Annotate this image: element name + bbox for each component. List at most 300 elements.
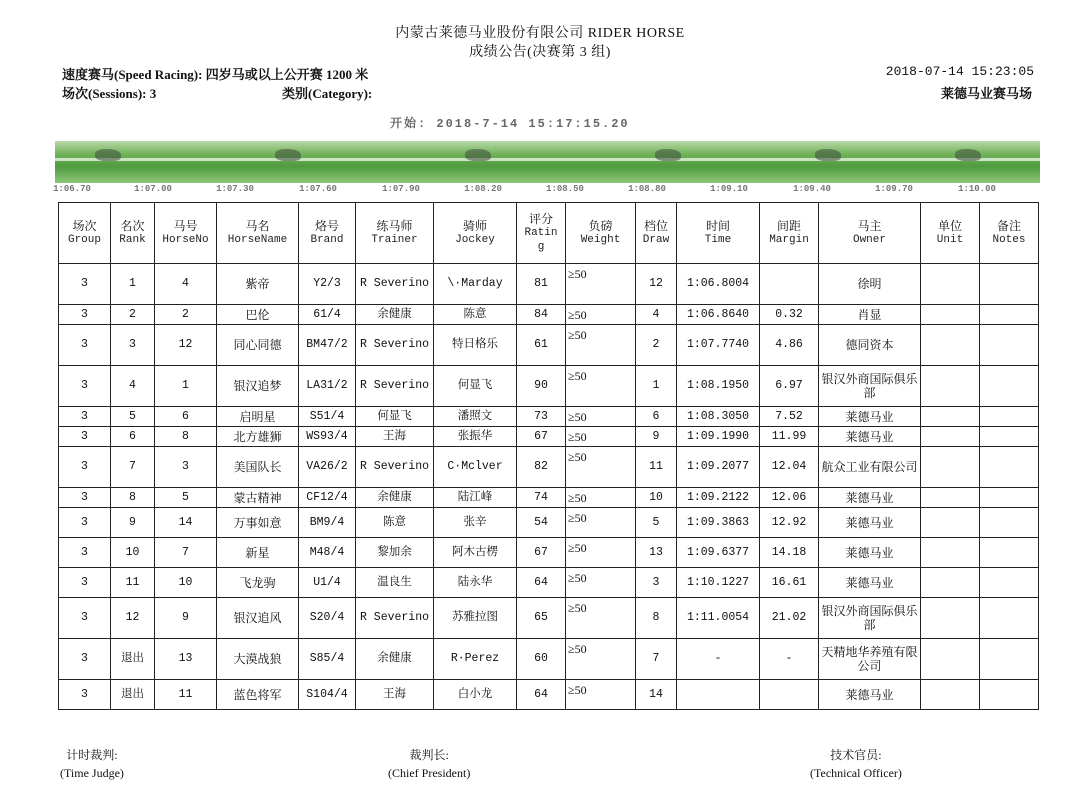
- table-row: [59, 680, 1039, 710]
- brand-cell: 61/4: [299, 305, 356, 325]
- draw-cell: 11: [636, 447, 677, 488]
- column-header-zh: 档位: [643, 219, 668, 233]
- brand-cell: S51/4: [299, 407, 356, 427]
- column-header-zh: 备注: [996, 219, 1021, 233]
- jockey-cell: 陈意: [434, 305, 517, 325]
- table-header-row: [59, 203, 1039, 264]
- draw-cell: 9: [636, 427, 677, 447]
- column-header: [636, 203, 677, 264]
- rank-cell: 9: [111, 508, 155, 538]
- rank-cell: 12: [111, 598, 155, 639]
- notes-cell: [980, 639, 1039, 680]
- draw-cell: 4: [636, 305, 677, 325]
- notes-cell: [980, 598, 1039, 639]
- time-cell: 1:10.1227: [677, 568, 760, 598]
- column-header-zh: 单位: [937, 219, 962, 233]
- table-row: [59, 538, 1039, 568]
- time-scale-tick: 1:07.90: [382, 184, 420, 194]
- column-header-zh: 场次: [72, 219, 97, 233]
- jockey-cell: \·Marday: [434, 264, 517, 305]
- column-header-en: Owner: [852, 234, 886, 246]
- rank-cell: 5: [111, 407, 155, 427]
- owner-cell: 莱德马业: [819, 568, 921, 598]
- group-cell: 3: [59, 305, 111, 325]
- margin-cell: 4.86: [760, 325, 819, 366]
- table-row: [59, 488, 1039, 508]
- unit-cell: [921, 568, 980, 598]
- time-cell: 1:09.2122: [677, 488, 760, 508]
- weight-cell: ≥50: [566, 568, 636, 598]
- weight-cell: ≥50: [566, 639, 636, 680]
- horse-name-cell: 蒙古精神: [217, 488, 299, 508]
- weight-cell: ≥50: [566, 264, 636, 305]
- jockey-cell: 张辛: [434, 508, 517, 538]
- margin-cell: 12.92: [760, 508, 819, 538]
- jockey-cell: 何显飞: [434, 366, 517, 407]
- horse-name-cell: 美国队长: [217, 447, 299, 488]
- margin-cell: 7.52: [760, 407, 819, 427]
- draw-cell: 5: [636, 508, 677, 538]
- group-cell: 3: [59, 407, 111, 427]
- jockey-cell: 陆永华: [434, 568, 517, 598]
- column-header: [299, 203, 356, 264]
- time-cell: 1:08.3050: [677, 407, 760, 427]
- jockey-cell: 潘照文: [434, 407, 517, 427]
- trainer-cell: 余健康: [356, 305, 434, 325]
- time-cell: 1:08.1950: [677, 366, 760, 407]
- unit-cell: [921, 639, 980, 680]
- brand-cell: LA31/2: [299, 366, 356, 407]
- column-header: [59, 203, 111, 264]
- notes-cell: [980, 508, 1039, 538]
- technical-officer-label-en: (Technical Officer): [810, 766, 902, 780]
- rating-cell: 64: [517, 568, 566, 598]
- horse-no-cell: 9: [155, 598, 217, 639]
- horse-name-cell: 大漠战狼: [217, 639, 299, 680]
- trainer-cell: R Severino: [356, 447, 434, 488]
- company-title: 内蒙古莱德马业股份有限公司 RIDER HORSE: [395, 26, 685, 41]
- horse-name-cell: 银汉追梦: [217, 366, 299, 407]
- trainer-cell: 黎加余: [356, 538, 434, 568]
- column-header: [819, 203, 921, 264]
- group-cell: 3: [59, 568, 111, 598]
- category-label: 类别(Category):: [282, 86, 373, 101]
- time-cell: 1:09.1990: [677, 427, 760, 447]
- photo-finish-image: [55, 141, 1040, 183]
- time-scale-tick: 1:10.00: [958, 184, 996, 194]
- time-scale-tick: 1:09.40: [793, 184, 831, 194]
- column-header-zh: 马号: [173, 219, 198, 233]
- column-header-en: Brand: [310, 234, 344, 246]
- column-header: [566, 203, 636, 264]
- column-header-en: Jockey: [455, 234, 495, 246]
- horse-name-cell: 巴伦: [217, 305, 299, 325]
- column-header: [356, 203, 434, 264]
- draw-cell: 1: [636, 366, 677, 407]
- owner-cell: 银汉外商国际俱乐部: [819, 598, 921, 639]
- horse-name-cell: 北方雄狮: [217, 427, 299, 447]
- time-judge-label-en: (Time Judge): [60, 766, 124, 780]
- rating-cell: 81: [517, 264, 566, 305]
- column-header: [760, 203, 819, 264]
- horse-name-cell: 蓝色将军: [217, 680, 299, 710]
- notes-cell: [980, 366, 1039, 407]
- table-row: [59, 264, 1039, 305]
- chief-president-signature: [388, 746, 470, 782]
- owner-cell: 莱德马业: [819, 508, 921, 538]
- horse-no-cell: 2: [155, 305, 217, 325]
- owner-cell: 莱德马业: [819, 538, 921, 568]
- column-header: [217, 203, 299, 264]
- horse-name-cell: 启明星: [217, 407, 299, 427]
- rank-cell: 6: [111, 427, 155, 447]
- time-judge-label: 计时裁判:: [66, 748, 118, 762]
- trainer-cell: 何显飞: [356, 407, 434, 427]
- rank-cell: 3: [111, 325, 155, 366]
- margin-cell: 14.18: [760, 538, 819, 568]
- notes-cell: [980, 538, 1039, 568]
- owner-cell: 肖显: [819, 305, 921, 325]
- time-judge-signature: [60, 746, 124, 782]
- rating-cell: 67: [517, 538, 566, 568]
- rank-cell: 10: [111, 538, 155, 568]
- group-cell: 3: [59, 639, 111, 680]
- notes-cell: [980, 264, 1039, 305]
- owner-cell: 徐明: [819, 264, 921, 305]
- column-header: [434, 203, 517, 264]
- horse-name-cell: 紫帝: [217, 264, 299, 305]
- margin-cell: 16.61: [760, 568, 819, 598]
- group-cell: 3: [59, 598, 111, 639]
- session-label: 场次(Sessions): 3: [62, 86, 157, 101]
- weight-cell: ≥50: [566, 427, 636, 447]
- unit-cell: [921, 407, 980, 427]
- group-cell: 3: [59, 427, 111, 447]
- weight-cell: ≥50: [566, 447, 636, 488]
- group-cell: 3: [59, 325, 111, 366]
- notes-cell: [980, 488, 1039, 508]
- rating-cell: 65: [517, 598, 566, 639]
- column-header-zh: 马名: [245, 219, 270, 233]
- column-header-en: HorseNo: [162, 234, 209, 246]
- notes-cell: [980, 427, 1039, 447]
- horse-no-cell: 5: [155, 488, 217, 508]
- horse-silhouette: [655, 149, 681, 161]
- group-cell: 3: [59, 447, 111, 488]
- horse-no-cell: 6: [155, 407, 217, 427]
- jockey-cell: 陆江峰: [434, 488, 517, 508]
- rank-cell: 退出: [111, 680, 155, 710]
- time-scale-tick: 1:08.50: [546, 184, 584, 194]
- photo-finish-start-time: 开始: 2018-7-14 15:17:15.20: [390, 117, 630, 131]
- owner-cell: 天精地华养殖有限公司: [819, 639, 921, 680]
- column-header-en: Weight: [580, 234, 621, 246]
- brand-cell: CF12/4: [299, 488, 356, 508]
- column-header-en: Unit: [936, 234, 964, 246]
- time-cell: 1:11.0054: [677, 598, 760, 639]
- draw-cell: 7: [636, 639, 677, 680]
- brand-cell: WS93/4: [299, 427, 356, 447]
- time-scale-tick: 1:07.30: [216, 184, 254, 194]
- time-cell: 1:09.3863: [677, 508, 760, 538]
- owner-cell: 银汉外商国际俱乐部: [819, 366, 921, 407]
- rating-cell: 61: [517, 325, 566, 366]
- technical-officer-signature: [810, 746, 902, 782]
- rank-cell: 11: [111, 568, 155, 598]
- horse-no-cell: 10: [155, 568, 217, 598]
- table-row: [59, 598, 1039, 639]
- horse-no-cell: 1: [155, 366, 217, 407]
- column-header-en: Margin: [769, 234, 809, 246]
- column-header: [111, 203, 155, 264]
- results-table: [58, 202, 1039, 710]
- horse-no-cell: 7: [155, 538, 217, 568]
- time-cell: [677, 680, 760, 710]
- table-row: [59, 407, 1039, 427]
- technical-officer-label: 技术官员:: [830, 748, 882, 762]
- rating-cell: 60: [517, 639, 566, 680]
- time-cell: 1:09.6377: [677, 538, 760, 568]
- weight-cell: ≥50: [566, 366, 636, 407]
- unit-cell: [921, 264, 980, 305]
- table-row: [59, 447, 1039, 488]
- horse-silhouette: [465, 149, 491, 161]
- column-header-en: Notes: [992, 234, 1026, 246]
- time-scale-tick: 1:06.70: [53, 184, 91, 194]
- trainer-cell: R Severino: [356, 325, 434, 366]
- weight-cell: ≥50: [566, 680, 636, 710]
- group-cell: 3: [59, 680, 111, 710]
- group-cell: 3: [59, 488, 111, 508]
- report-datetime: 2018-07-14 15:23:05: [885, 64, 1034, 79]
- time-cell: 1:06.8640: [677, 305, 760, 325]
- unit-cell: [921, 447, 980, 488]
- brand-cell: Y2/3: [299, 264, 356, 305]
- table-row: [59, 508, 1039, 538]
- horse-silhouette: [275, 149, 301, 161]
- weight-cell: ≥50: [566, 325, 636, 366]
- race-description: 速度赛马(Speed Racing): 四岁马或以上公开赛 1200 米: [62, 67, 369, 82]
- column-header: [155, 203, 217, 264]
- notes-cell: [980, 447, 1039, 488]
- margin-cell: 11.99: [760, 427, 819, 447]
- jockey-cell: 特日格乐: [434, 325, 517, 366]
- table-row: [59, 305, 1039, 325]
- column-header-en: Rank: [119, 234, 146, 246]
- unit-cell: [921, 488, 980, 508]
- column-header-en: Group: [67, 234, 101, 246]
- unit-cell: [921, 508, 980, 538]
- table-row: [59, 325, 1039, 366]
- rating-cell: 64: [517, 680, 566, 710]
- venue-name: 莱德马业赛马场: [940, 86, 1032, 101]
- trainer-cell: 余健康: [356, 639, 434, 680]
- owner-cell: 莱德马业: [819, 427, 921, 447]
- horse-no-cell: 4: [155, 264, 217, 305]
- notes-cell: [980, 407, 1039, 427]
- time-scale-tick: 1:09.70: [875, 184, 913, 194]
- owner-cell: 莱德马业: [819, 407, 921, 427]
- column-header: [980, 203, 1039, 264]
- column-header-zh: 负磅: [588, 219, 613, 233]
- jockey-cell: R·Perez: [434, 639, 517, 680]
- unit-cell: [921, 366, 980, 407]
- margin-cell: 0.32: [760, 305, 819, 325]
- jockey-cell: 张振华: [434, 427, 517, 447]
- chief-president-label-en: (Chief President): [388, 766, 471, 780]
- margin-cell: 12.04: [760, 447, 819, 488]
- brand-cell: S85/4: [299, 639, 356, 680]
- column-header: [517, 203, 566, 264]
- weight-cell: ≥50: [566, 488, 636, 508]
- notes-cell: [980, 305, 1039, 325]
- column-header-zh: 评分: [528, 212, 553, 226]
- horse-silhouette: [955, 149, 981, 161]
- rating-cell: 90: [517, 366, 566, 407]
- trainer-cell: 陈意: [356, 508, 434, 538]
- margin-cell: 21.02: [760, 598, 819, 639]
- table-row: [59, 427, 1039, 447]
- trainer-cell: R Severino: [356, 598, 434, 639]
- horse-name-cell: 同心同德: [217, 325, 299, 366]
- draw-cell: 2: [636, 325, 677, 366]
- trainer-cell: 王海: [356, 680, 434, 710]
- horse-no-cell: 13: [155, 639, 217, 680]
- track-rail: [55, 158, 1040, 161]
- time-cell: 1:09.2077: [677, 447, 760, 488]
- weight-cell: ≥50: [566, 598, 636, 639]
- brand-cell: VA26/2: [299, 447, 356, 488]
- margin-cell: -: [760, 639, 819, 680]
- group-cell: 3: [59, 264, 111, 305]
- draw-cell: 6: [636, 407, 677, 427]
- column-header-en: Ratin g: [524, 227, 558, 253]
- photo-finish-time-scale: [55, 184, 1040, 196]
- rating-cell: 82: [517, 447, 566, 488]
- time-scale-tick: 1:08.80: [628, 184, 666, 194]
- horse-no-cell: 14: [155, 508, 217, 538]
- horse-name-cell: 万事如意: [217, 508, 299, 538]
- rank-cell: 2: [111, 305, 155, 325]
- horse-silhouette: [95, 149, 121, 161]
- time-scale-tick: 1:07.60: [299, 184, 337, 194]
- column-header-en: HorseName: [227, 234, 288, 246]
- chief-president-label: 裁判长:: [409, 748, 449, 762]
- draw-cell: 14: [636, 680, 677, 710]
- trainer-cell: R Severino: [356, 366, 434, 407]
- rating-cell: 73: [517, 407, 566, 427]
- rating-cell: 74: [517, 488, 566, 508]
- brand-cell: BM9/4: [299, 508, 356, 538]
- column-header-zh: 烙号: [314, 219, 339, 233]
- time-cell: -: [677, 639, 760, 680]
- column-header-zh: 骑师: [462, 219, 487, 233]
- column-header-en: Draw: [642, 234, 670, 246]
- horse-silhouette: [815, 149, 841, 161]
- table-row: [59, 568, 1039, 598]
- column-header-zh: 练马师: [376, 219, 413, 233]
- margin-cell: [760, 680, 819, 710]
- document-subtitle: 成绩公告(决赛第 3 组): [469, 45, 611, 60]
- jockey-cell: 阿木古楞: [434, 538, 517, 568]
- horse-no-cell: 12: [155, 325, 217, 366]
- column-header-zh: 名次: [120, 219, 145, 233]
- notes-cell: [980, 680, 1039, 710]
- margin-cell: 6.97: [760, 366, 819, 407]
- rank-cell: 7: [111, 447, 155, 488]
- time-cell: 1:07.7740: [677, 325, 760, 366]
- horse-no-cell: 8: [155, 427, 217, 447]
- unit-cell: [921, 325, 980, 366]
- draw-cell: 3: [636, 568, 677, 598]
- horse-name-cell: 飞龙驹: [217, 568, 299, 598]
- weight-cell: ≥50: [566, 305, 636, 325]
- owner-cell: 航众工业有限公司: [819, 447, 921, 488]
- column-header-en: Time: [704, 234, 732, 246]
- column-header-zh: 间距: [776, 219, 801, 233]
- draw-cell: 10: [636, 488, 677, 508]
- horse-name-cell: 银汉追风: [217, 598, 299, 639]
- weight-cell: ≥50: [566, 407, 636, 427]
- jockey-cell: 苏雅拉图: [434, 598, 517, 639]
- time-scale-tick: 1:07.00: [134, 184, 172, 194]
- rank-cell: 1: [111, 264, 155, 305]
- column-header-zh: 马主: [857, 219, 882, 233]
- owner-cell: 德同资本: [819, 325, 921, 366]
- rank-cell: 退出: [111, 639, 155, 680]
- time-scale-tick: 1:08.20: [464, 184, 502, 194]
- table-row: [59, 366, 1039, 407]
- trainer-cell: 王海: [356, 427, 434, 447]
- margin-cell: 12.06: [760, 488, 819, 508]
- margin-cell: [760, 264, 819, 305]
- owner-cell: 莱德马业: [819, 680, 921, 710]
- time-scale-tick: 1:09.10: [710, 184, 748, 194]
- unit-cell: [921, 427, 980, 447]
- brand-cell: U1/4: [299, 568, 356, 598]
- owner-cell: 莱德马业: [819, 488, 921, 508]
- column-header: [677, 203, 760, 264]
- time-cell: 1:06.8004: [677, 264, 760, 305]
- group-cell: 3: [59, 538, 111, 568]
- rating-cell: 54: [517, 508, 566, 538]
- rank-cell: 4: [111, 366, 155, 407]
- trainer-cell: R Severino: [356, 264, 434, 305]
- horse-name-cell: 新星: [217, 538, 299, 568]
- rank-cell: 8: [111, 488, 155, 508]
- weight-cell: ≥50: [566, 508, 636, 538]
- unit-cell: [921, 538, 980, 568]
- weight-cell: ≥50: [566, 538, 636, 568]
- column-header-zh: 时间: [705, 219, 730, 233]
- unit-cell: [921, 598, 980, 639]
- draw-cell: 12: [636, 264, 677, 305]
- brand-cell: BM47/2: [299, 325, 356, 366]
- trainer-cell: 温良生: [356, 568, 434, 598]
- unit-cell: [921, 680, 980, 710]
- rating-cell: 84: [517, 305, 566, 325]
- unit-cell: [921, 305, 980, 325]
- notes-cell: [980, 325, 1039, 366]
- brand-cell: M48/4: [299, 538, 356, 568]
- rating-cell: 67: [517, 427, 566, 447]
- brand-cell: S104/4: [299, 680, 356, 710]
- notes-cell: [980, 568, 1039, 598]
- brand-cell: S20/4: [299, 598, 356, 639]
- jockey-cell: 白小龙: [434, 680, 517, 710]
- trainer-cell: 余健康: [356, 488, 434, 508]
- group-cell: 3: [59, 366, 111, 407]
